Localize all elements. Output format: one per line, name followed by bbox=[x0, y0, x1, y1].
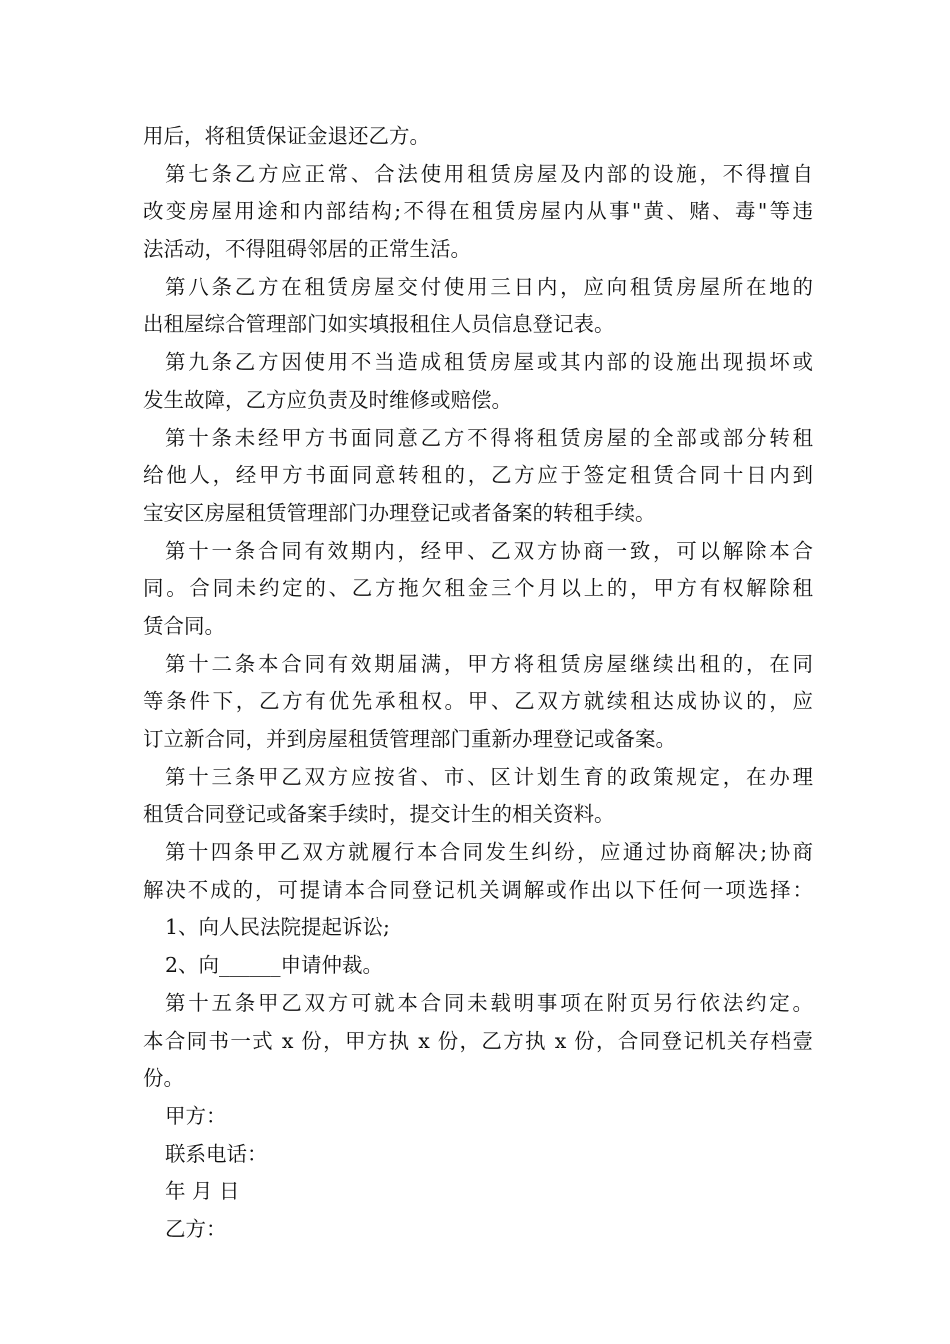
paragraph-line: 第十四条甲乙双方就履行本合同发生纠纷，应通过协商解决;协商 bbox=[165, 840, 813, 865]
phone-label: 联系电话： bbox=[165, 1141, 268, 1166]
paragraph-line: 用后，将租赁保证金退还乙方。 bbox=[143, 124, 430, 148]
paragraph-line: 订立新合同，并到房屋租赁管理部门重新办理登记或备案。 bbox=[143, 727, 676, 751]
paragraph-line: 第十一条合同有效期内，经甲、乙双方协商一致，可以解除本合 bbox=[165, 538, 813, 563]
paragraph-line: 赁合同。 bbox=[143, 613, 225, 638]
paragraph-line: 宝安区房屋租赁管理部门办理登记或者备案的转租手续。 bbox=[143, 500, 656, 525]
paragraph-line: 解决不成的，可提请本合同登记机关调解或作出以下任何一项选择： bbox=[143, 877, 813, 902]
paragraph-line: 本合同书一式 x 份，甲方执 x 份，乙方执 x 份，合同登记机关存档壹 bbox=[143, 1028, 813, 1053]
paragraph-line: 第十二条本合同有效期届满，甲方将租赁房屋继续出租的，在同 bbox=[165, 651, 813, 676]
paragraph-line: 发生故障，乙方应负责及时维修或赔偿。 bbox=[143, 387, 512, 412]
paragraph-line: 等条件下，乙方有优先承租权。甲、乙双方就续租达成协议的，应 bbox=[143, 689, 813, 714]
date-label: 年 月 日 bbox=[165, 1179, 240, 1204]
paragraph-line: 法活动，不得阻碍邻居的正常生活。 bbox=[143, 237, 471, 262]
paragraph-line: 第十三条甲乙双方应按省、市、区计划生育的政策规定，在办理 bbox=[165, 764, 813, 789]
contract-body bbox=[143, 118, 813, 1249]
paragraph-line: 第九条乙方因使用不当造成租赁房屋或其内部的设施出现损坏或 bbox=[165, 350, 813, 375]
list-item: 1、向人民法院提起诉讼; bbox=[165, 915, 390, 940]
paragraph-line: 第八条乙方在租赁房屋交付使用三日内，应向租赁房屋所在地的 bbox=[165, 274, 813, 299]
party-b-label: 乙方： bbox=[165, 1216, 227, 1241]
paragraph-line: 出租屋综合管理部门如实填报租住人员信息登记表。 bbox=[143, 312, 615, 337]
list-item: 2、向______申请仲裁。 bbox=[165, 953, 384, 978]
paragraph-line: 租赁合同登记或备案手续时，提交计生的相关资料。 bbox=[143, 802, 615, 827]
paragraph-line: 改变房屋用途和内部结构;不得在租赁房屋内从事"黄、赌、毒"等违 bbox=[143, 199, 813, 224]
paragraph-line: 第十条未经甲方书面同意乙方不得将租赁房屋的全部或部分转租 bbox=[165, 425, 813, 450]
paragraph-line: 给他人，经甲方书面同意转租的，乙方应于签定租赁合同十日内到 bbox=[143, 463, 813, 488]
paragraph-line: 第十五条甲乙双方可就本合同未载明事项在附页另行依法约定。 bbox=[165, 990, 813, 1015]
paragraph-line: 第七条乙方应正常、合法使用租赁房屋及内部的设施，不得擅自 bbox=[165, 161, 813, 186]
party-a-label: 甲方： bbox=[165, 1103, 227, 1128]
paragraph-line: 同。合同未约定的、乙方拖欠租金三个月以上的，甲方有权解除租 bbox=[143, 576, 813, 601]
paragraph-line: 份。 bbox=[143, 1066, 184, 1091]
